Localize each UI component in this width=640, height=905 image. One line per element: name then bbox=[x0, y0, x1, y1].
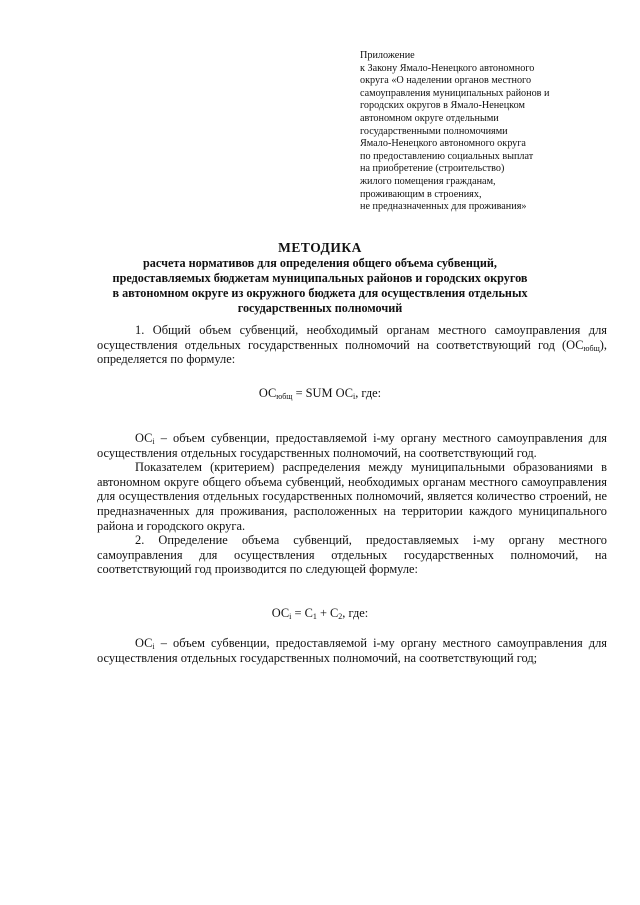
formula-subscript: юбщ bbox=[276, 392, 293, 401]
formula-total bbox=[0, 386, 640, 401]
appendix-line: городских округов в Ямало-Ненецком bbox=[360, 100, 525, 112]
formula-symbol: ОС bbox=[258, 386, 277, 400]
formula-tail: , где: bbox=[342, 606, 369, 620]
appendix-header bbox=[360, 50, 620, 214]
appendix-line: автономном округе отдельными bbox=[360, 112, 499, 124]
section-2-paragraph: 2. Определение объема субвенций, предоставляемых i-му органу местного самоуправления для осуществления отдельных государственных полномочий, на соответствующий год производится по следующей формуле: bbox=[97, 533, 607, 577]
appendix-line: по предоставлению социальных выплат bbox=[360, 150, 534, 162]
appendix-line: проживающим в строениях, bbox=[360, 188, 482, 200]
subtitle-line: предоставляемых бюджетам муниципальных районов и городских округов bbox=[112, 271, 528, 285]
definition-symbol: ОС bbox=[135, 431, 153, 445]
definition-osi bbox=[97, 431, 607, 460]
appendix-line: на приобретение (строительство) bbox=[360, 163, 505, 175]
formula-c2: + С bbox=[316, 606, 339, 620]
formula-osi bbox=[0, 606, 640, 621]
section-1 bbox=[97, 323, 607, 367]
appendix-line: жилого помещения гражданам, bbox=[360, 175, 496, 187]
subtitle-line: расчета нормативов для определения общего объема субвенций, bbox=[143, 256, 497, 270]
subtitle-line: в автономном округе из окружного бюджета для осуществления отдельных bbox=[112, 286, 528, 300]
section-1-paragraph bbox=[97, 323, 607, 367]
appendix-line: не предназначенных для проживания» bbox=[360, 201, 527, 213]
appendix-line: округа «О наделении органов местного bbox=[360, 75, 532, 87]
formula-symbol: ОС bbox=[271, 606, 290, 620]
subtitle-line: государственных полномочий bbox=[237, 301, 403, 315]
appendix-line: государственными полномочиями bbox=[360, 125, 508, 137]
section-1-text-end: ), определяется по формуле: bbox=[97, 337, 607, 367]
formula-sum: = SUM ОС bbox=[292, 386, 353, 400]
definition-text: – объем субвенции, предоставляемой i-му органу местного самоуправления для осуществления отдельных государственных полномочий, на соответствующий год. bbox=[97, 431, 607, 460]
document-subtitle bbox=[0, 256, 640, 316]
definition-text: – объем субвенции, предоставляемой i-му органу местного самоуправления для осуществления отдельных государственных полномочий, на соответствующий год; bbox=[97, 636, 607, 665]
document-title: МЕТОДИКА bbox=[278, 240, 362, 255]
formula-c1: = С bbox=[291, 606, 313, 620]
formula-subscript: 1 bbox=[312, 612, 317, 621]
definitions-block-1 bbox=[97, 431, 607, 577]
formula-tail: , где: bbox=[355, 386, 382, 400]
definition-subscript: i bbox=[152, 642, 155, 651]
appendix-line: Приложение bbox=[360, 50, 415, 61]
criteria-paragraph: Показателем (критерием) распределения между муниципальными образованиями в автономном округе общего объема субвенций, необходимых органам местного самоуправления для осуществления отдельных государственных полномочий, является количество строений, не предназначенных для проживания, расположенных на территории каждого муниципального района и городского округа. bbox=[97, 460, 607, 533]
definitions-block-2 bbox=[97, 636, 607, 665]
formula-subscript: i bbox=[352, 392, 356, 401]
formula-subscript: i bbox=[289, 612, 292, 621]
definition-osi-2 bbox=[97, 636, 607, 665]
definition-subscript: i bbox=[152, 437, 155, 446]
appendix-line: к Закону Ямало-Ненецкого автономного bbox=[360, 62, 535, 74]
definition-symbol: ОС bbox=[135, 636, 153, 650]
formula-subscript: 2 bbox=[338, 612, 343, 621]
section-1-text: 1. Общий объем субвенций, необходимый органам местного самоуправления для осуществления отдельных государственных полномочий на соответствующий год (ОС bbox=[97, 323, 607, 352]
appendix-line: самоуправления муниципальных районов и bbox=[360, 87, 550, 99]
appendix-line: Ямало-Ненецкого автономного округа bbox=[360, 138, 526, 150]
section-1-subscript: юбщ bbox=[583, 343, 600, 353]
